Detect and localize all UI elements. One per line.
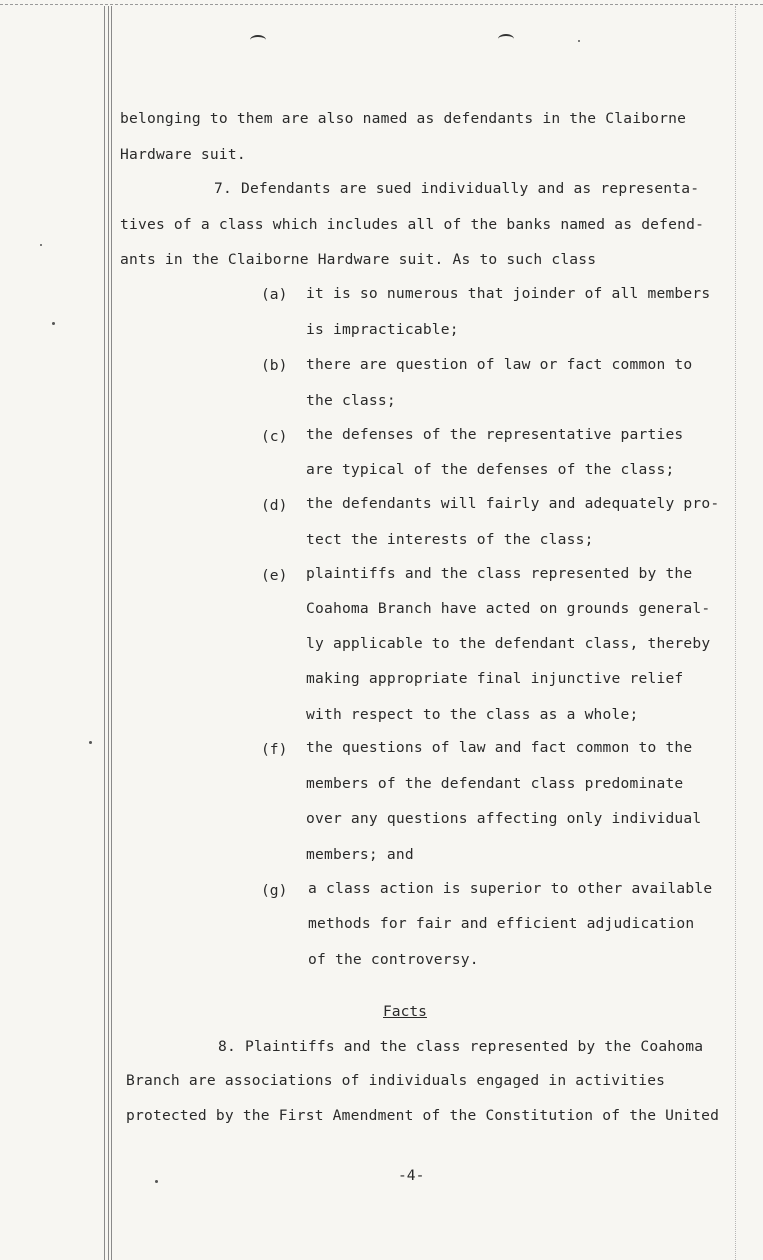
scan-speck bbox=[578, 40, 580, 42]
section-heading-facts: Facts bbox=[383, 1003, 427, 1020]
scan-mark bbox=[250, 35, 266, 45]
item-marker: (f) bbox=[261, 741, 288, 758]
item-marker: (a) bbox=[261, 286, 288, 303]
item-line: with respect to the class as a whole; bbox=[306, 706, 639, 723]
item-line: ly applicable to the defendant class, thereby bbox=[306, 635, 711, 652]
item-marker: (d) bbox=[261, 497, 288, 514]
text-line: belonging to them are also named as defendants in the Claiborne bbox=[120, 110, 687, 127]
page-number: -4- bbox=[398, 1167, 425, 1184]
item-line: are typical of the defenses of the class; bbox=[306, 461, 675, 478]
scan-speck bbox=[52, 322, 55, 325]
item-line: plaintiffs and the class represented by the bbox=[306, 565, 693, 582]
item-line: members of the defendant class predominate bbox=[306, 775, 684, 792]
item-marker: (g) bbox=[261, 882, 288, 899]
paragraph-7-start: 7. Defendants are sued individually and as representa- bbox=[214, 180, 700, 197]
item-line: methods for fair and efficient adjudication bbox=[308, 915, 695, 932]
item-line: it is so numerous that joinder of all members bbox=[306, 285, 711, 302]
scan-speck bbox=[89, 741, 92, 744]
scan-mark bbox=[498, 34, 514, 44]
text-line: Branch are associations of individuals engaged in activities bbox=[126, 1072, 666, 1089]
item-marker: (e) bbox=[261, 567, 288, 584]
text-line: protected by the First Amendment of the Constitution of the United bbox=[126, 1107, 720, 1124]
item-line: the class; bbox=[306, 392, 396, 409]
text-line: Hardware suit. bbox=[120, 146, 246, 163]
item-marker: (c) bbox=[261, 428, 288, 445]
right-margin-rule bbox=[735, 6, 736, 1260]
item-line: Coahoma Branch have acted on grounds general- bbox=[306, 600, 711, 617]
scan-speck bbox=[40, 244, 42, 246]
item-line: a class action is superior to other available bbox=[308, 880, 713, 897]
item-line: the defenses of the representative parties bbox=[306, 426, 684, 443]
item-line: there are question of law or fact common to bbox=[306, 356, 693, 373]
text-line: ants in the Claiborne Hardware suit. As to such class bbox=[120, 251, 597, 268]
text-line: tives of a class which includes all of the banks named as defend- bbox=[120, 216, 705, 233]
margin-rule bbox=[104, 6, 105, 1260]
item-line: tect the interests of the class; bbox=[306, 531, 594, 548]
top-border bbox=[0, 4, 763, 5]
margin-rule bbox=[111, 6, 112, 1260]
paragraph-8-start: 8. Plaintiffs and the class represented by the Coahoma bbox=[218, 1038, 704, 1055]
item-line: over any questions affecting only individual bbox=[306, 810, 702, 827]
item-line: of the controversy. bbox=[308, 951, 479, 968]
item-line: the defendants will fairly and adequately pro- bbox=[306, 495, 720, 512]
margin-rule bbox=[108, 6, 109, 1260]
item-marker: (b) bbox=[261, 357, 288, 374]
item-line: making appropriate final injunctive relief bbox=[306, 670, 684, 687]
item-line: members; and bbox=[306, 846, 414, 863]
item-line: is impracticable; bbox=[306, 321, 459, 338]
item-line: the questions of law and fact common to the bbox=[306, 739, 693, 756]
scan-speck bbox=[155, 1180, 158, 1183]
